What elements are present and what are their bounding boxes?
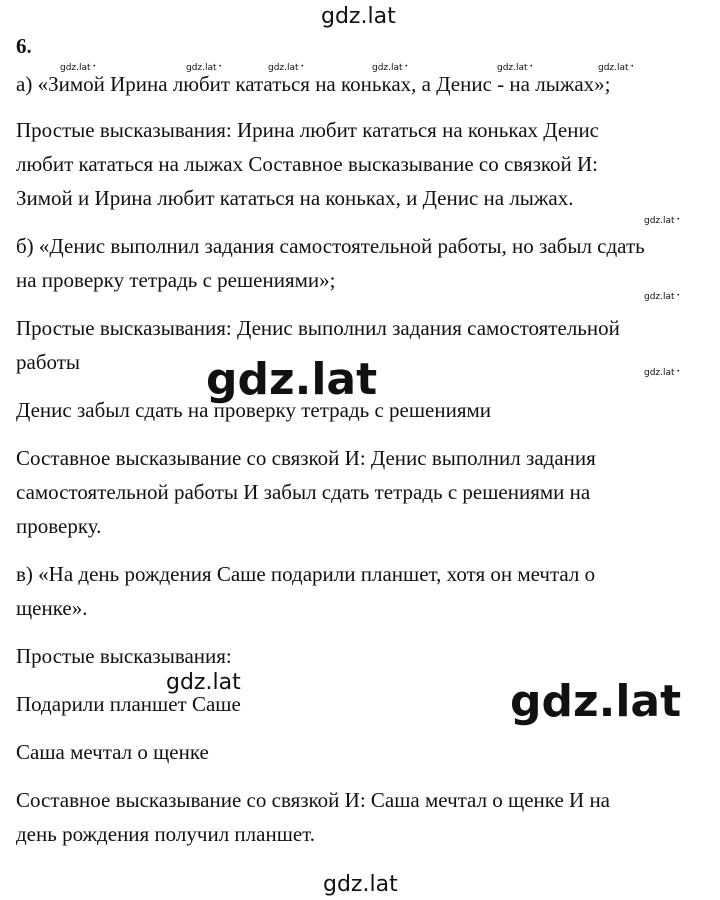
text-line: Денис забыл сдать на проверку тетрадь с решениями (16, 398, 492, 422)
text-line: Подарили планшет Саше (16, 692, 241, 716)
problem-number: 6. (16, 34, 32, 58)
watermark-small: gdz.lat • (60, 64, 96, 73)
text-line: Саша мечтал о щенке (16, 740, 209, 764)
text-line: проверку. (16, 514, 102, 538)
text-line: день рождения получил планшет. (16, 822, 316, 846)
text-line: самостоятельной работы И забыл сдать тетрадь с решениями на (16, 480, 591, 504)
text-line: Простые высказывания: (16, 644, 232, 668)
text-line: любит кататься на лыжах Составное высказывание со связкой И: (16, 152, 599, 176)
text-line: Зимой и Ирина любит кататься на коньках, и Денис на лыжах. (16, 186, 574, 210)
text-line: Простые высказывания: Денис выполнил задания самостоятельной (16, 316, 620, 340)
text-line: на проверку тетрадь с решениями»; (16, 268, 336, 292)
watermark-bottom: gdz.lat (323, 872, 398, 897)
watermark-small: gdz.lat • (644, 369, 680, 378)
watermark-small: gdz.lat • (644, 293, 680, 302)
watermark-small: gdz.lat • (268, 64, 304, 73)
text-line: Простые высказывания: Ирина любит кататься на коньках Денис (16, 118, 600, 142)
watermark-small: gdz.lat • (186, 64, 222, 73)
text-line: б) «Денис выполнил задания самостоятельной работы, но забыл сдать (16, 234, 645, 258)
text-line: работы (16, 350, 81, 374)
watermark-large-middle: gdz.lat (206, 354, 378, 405)
watermark-small: gdz.lat • (497, 64, 533, 73)
text-line: Составное высказывание со связкой И: Денис выполнил задания (16, 446, 596, 470)
watermark-large-right: gdz.lat (510, 676, 682, 727)
watermark-small: gdz.lat • (372, 64, 408, 73)
text-line: в) «На день рождения Саше подарили планшет, хотя он мечтал о (16, 562, 596, 586)
watermark-small: gdz.lat • (644, 217, 680, 226)
watermark-mid-left: gdz.lat (166, 670, 241, 695)
text-line: щенке». (16, 596, 88, 620)
watermark-top: gdz.lat (321, 4, 396, 29)
watermark-small: gdz.lat • (598, 64, 634, 73)
text-line: Составное высказывание со связкой И: Саша мечтал о щенке И на (16, 788, 610, 812)
text-line: а) «Зимой Ирина любит кататься на коньках, а Денис - на лыжах»; (16, 72, 611, 96)
